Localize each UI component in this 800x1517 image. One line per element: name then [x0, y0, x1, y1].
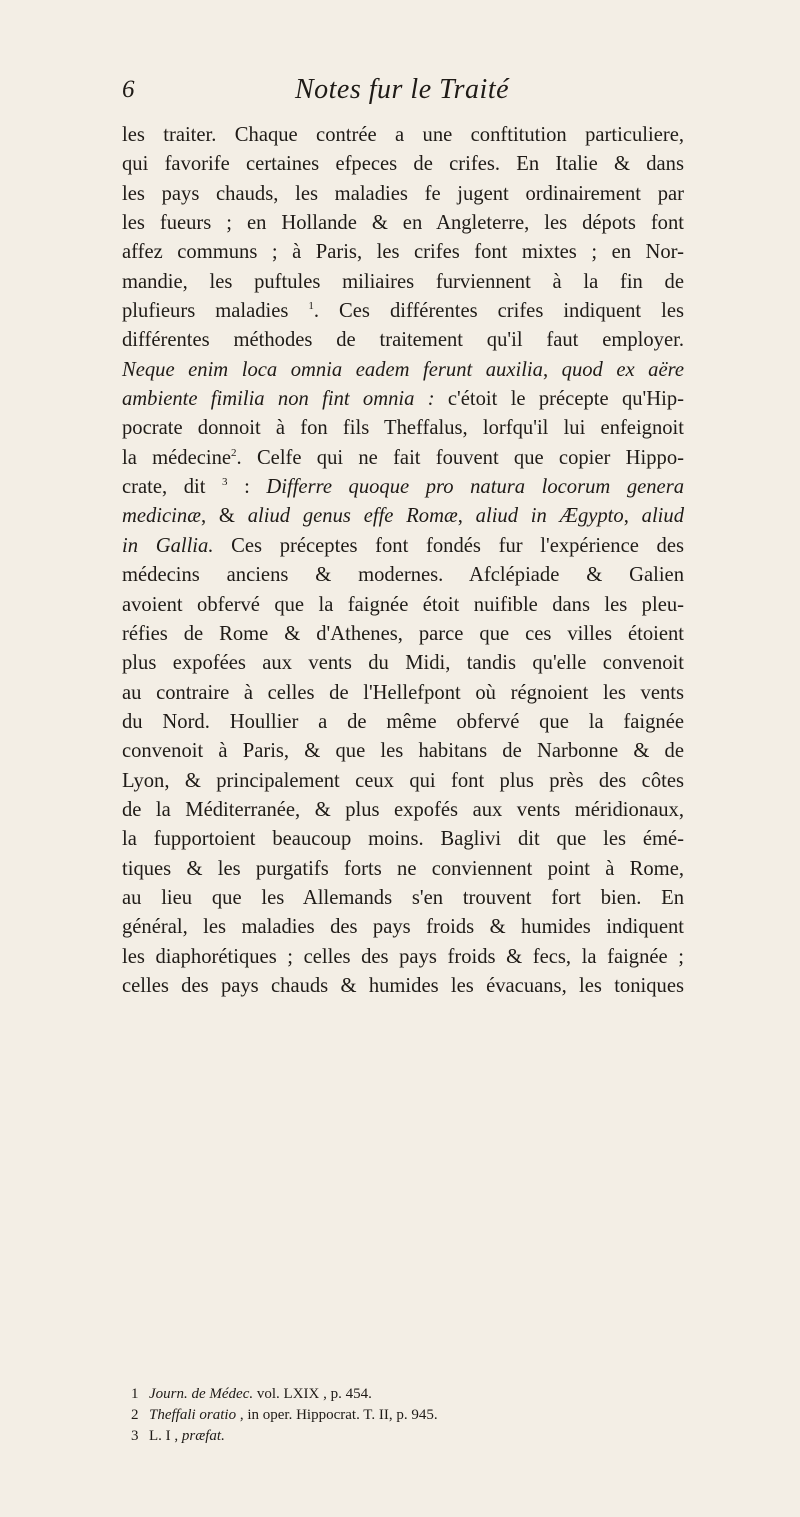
- text-run: ,: [457, 505, 476, 528]
- text-line: [122, 620, 684, 649]
- text-line: [122, 679, 684, 708]
- text-run: la médecine: [122, 446, 232, 469]
- text-run: réfies de Rome & d'Athenes, parce que ces villes étoient: [122, 622, 684, 645]
- text-run: crate, dit: [122, 476, 223, 499]
- text-run: . Ces différentes crifes indiquent les: [313, 300, 685, 323]
- footnotes: [131, 1384, 671, 1447]
- text-line: [122, 150, 684, 179]
- text-run: qui favorife certaines efpeces de crifes. En Italie & dans: [122, 153, 684, 176]
- text-run: plus expofées aux vents du Midi, tandis qu'elle convenoit: [122, 652, 684, 675]
- text-line: [122, 238, 684, 267]
- text-line: [122, 502, 684, 531]
- text-run: les pays chauds, les maladies fe jugent ordinairement par: [122, 182, 684, 205]
- text-line: [122, 737, 684, 766]
- footnote-number: 3: [131, 1428, 139, 1444]
- italic-text: Differre quoque pro natura locorum genera: [266, 476, 685, 499]
- text-run: convenoit à Paris, & que les habitans de Narbonne & de: [122, 740, 684, 763]
- text-run: . Celfe qui ne fait fouvent que copier Hippo-: [236, 446, 684, 469]
- italic-text: ambiente fimilia non fint omnia :: [122, 388, 435, 411]
- text-line: [122, 591, 684, 620]
- text-run: plufieurs maladies: [122, 300, 309, 323]
- italic-text: aliud genus effe Romæ: [247, 505, 458, 528]
- text-line: [122, 209, 684, 238]
- text-line: [122, 385, 684, 414]
- text-run: L. I ,: [149, 1428, 182, 1444]
- text-line: [122, 297, 684, 326]
- text-line: [122, 972, 684, 1001]
- text-run: au lieu que les Allemands s'en trouvent fort bien. En: [122, 886, 684, 909]
- page-header: [122, 74, 682, 114]
- text-line: [122, 649, 684, 678]
- text-line: [122, 356, 684, 385]
- italic-text: medicinæ: [122, 505, 201, 528]
- text-run: :: [227, 476, 267, 499]
- text-run: mandie, les puftules miliaires furviennent à la fin de: [122, 270, 684, 293]
- text-line: [122, 884, 684, 913]
- text-line: [122, 561, 684, 590]
- italic-text: aliud: [641, 505, 684, 528]
- text-run: Ces préceptes font fondés fur l'expérience des: [213, 534, 685, 557]
- text-run: au contraire à celles de l'Hellefpont où régnoient les vents: [122, 681, 684, 704]
- text-run: les fueurs ; en Hollande & en Angleterre, les dépots font: [122, 212, 684, 235]
- footnote: [131, 1405, 671, 1426]
- text-line: [122, 414, 684, 443]
- text-line: [122, 444, 684, 473]
- text-run: différentes méthodes de traitement qu'il faut employer.: [122, 329, 684, 352]
- text-run: avoient obfervé que la faignée étoit nuifible dans les pleu-: [122, 593, 684, 616]
- text-line: [122, 767, 684, 796]
- text-run: vol. LXIX , p. 454.: [253, 1386, 372, 1402]
- footnote-ref: 1: [308, 300, 314, 313]
- text-line: [122, 532, 684, 561]
- text-run: général, les maladies des pays froids & humides indiquent: [122, 916, 684, 939]
- text-line: [122, 326, 684, 355]
- text-run: c'étoit le précepte qu'Hip-: [434, 388, 684, 411]
- text-line: [122, 825, 684, 854]
- italic-text: Neque enim loca omnia eadem ferunt auxilia: [122, 358, 543, 381]
- text-line: [122, 473, 684, 502]
- text-line: [122, 268, 684, 297]
- text-line: [122, 121, 684, 150]
- text-run: ,: [542, 358, 562, 381]
- italic-text: quod ex aëre: [561, 358, 685, 381]
- footnote: [131, 1426, 671, 1447]
- text-run: médecins anciens & modernes. Afclépiade & Galien: [122, 564, 684, 587]
- text-run: les traiter. Chaque contrée a une conftitution particuliere,: [122, 124, 684, 146]
- text-run: Lyon, & principalement ceux qui font plus près des côtes: [122, 769, 684, 792]
- italic-text: aliud in Ægypto: [475, 505, 624, 528]
- text-line: [122, 855, 684, 884]
- text-run: , &: [200, 505, 248, 528]
- footnote-number: 2: [131, 1407, 139, 1423]
- text-line: [122, 796, 684, 825]
- text-run: pocrate donnoit à fon fils Theffalus, lorfqu'il lui enfeignoit: [122, 417, 684, 440]
- text-line: [122, 913, 684, 942]
- text-run: les diaphorétiques ; celles des pays froids & fecs, la faignée ;: [122, 945, 684, 968]
- page-number: 6: [122, 76, 135, 103]
- running-title: Notes fur le Traité: [294, 74, 510, 105]
- text-run: ,: [623, 505, 642, 528]
- italic-text: præfat.: [181, 1428, 225, 1444]
- text-run: affez communs ; à Paris, les crifes font mixtes ; en Nor-: [122, 241, 684, 264]
- footnote-ref: 2: [231, 446, 237, 459]
- footnote: [131, 1384, 671, 1405]
- text-run: du Nord. Houllier a de même obfervé que la faignée: [122, 710, 684, 733]
- body-text: [122, 121, 684, 1001]
- text-run: celles des pays chauds & humides les évacuans, les toniques: [122, 974, 684, 997]
- text-line: [122, 943, 684, 972]
- text-run: de la Méditerranée, & plus expofés aux vents méridionaux,: [122, 798, 684, 821]
- text-line: [122, 180, 684, 209]
- text-run: tiques & les purgatifs forts ne conviennent point à Rome,: [122, 857, 684, 880]
- italic-text: Theffali oratio: [149, 1407, 237, 1423]
- text-run: la fupportoient beaucoup moins. Baglivi dit que les émé-: [122, 828, 684, 851]
- text-line: [122, 708, 684, 737]
- text-run: , in oper. Hippocrat. T. II, p. 945.: [236, 1407, 438, 1423]
- italic-text: Journ. de Médec.: [149, 1386, 254, 1402]
- footnote-number: 1: [131, 1386, 139, 1402]
- footnote-ref: 3: [222, 476, 228, 489]
- italic-text: in Gallia.: [122, 534, 214, 557]
